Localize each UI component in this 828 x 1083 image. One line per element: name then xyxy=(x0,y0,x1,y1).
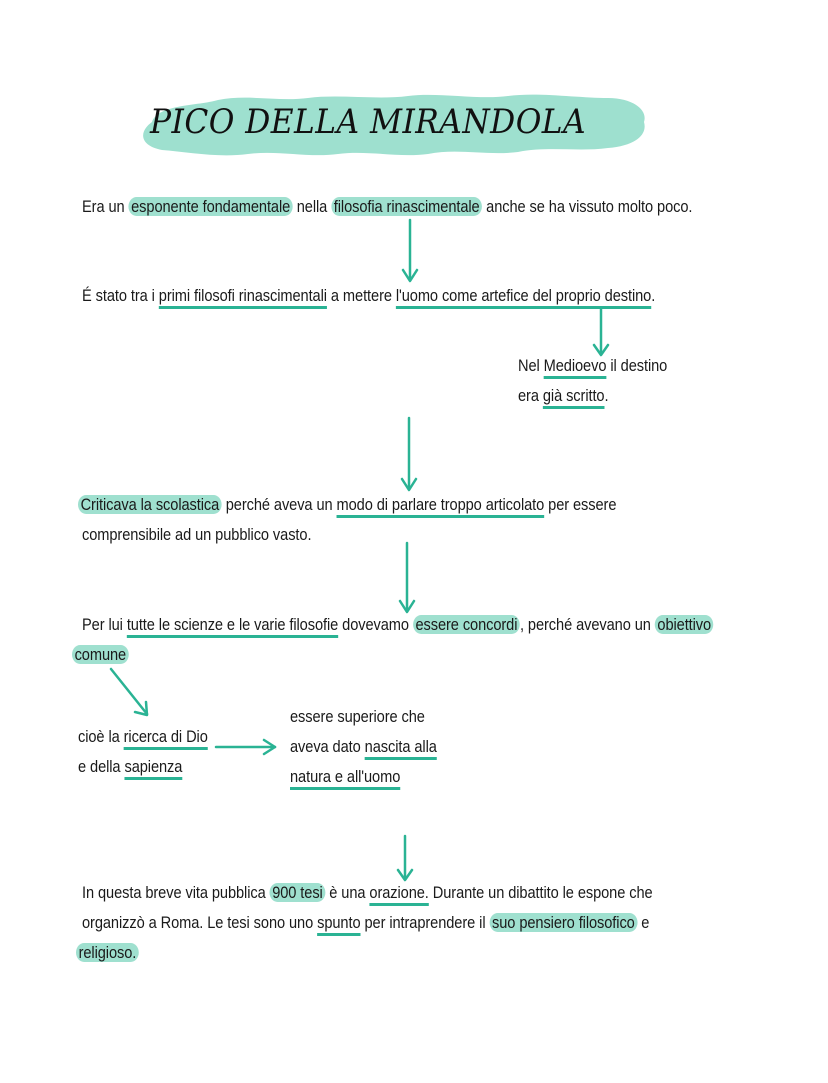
highlighted-text: 900 tesi xyxy=(270,883,326,902)
text-line xyxy=(518,356,667,376)
text: nella xyxy=(292,197,332,216)
text: dovevamo xyxy=(338,615,413,634)
underlined-text: già scritto xyxy=(542,386,605,405)
highlighted-text: suo pensiero filosofico xyxy=(489,913,637,932)
text-line xyxy=(76,943,139,963)
text: Era un xyxy=(82,197,129,216)
text-line xyxy=(290,737,437,757)
text: . xyxy=(604,386,609,405)
text: Per lui xyxy=(82,615,127,634)
underlined-text: primi filosofi rinascimentali xyxy=(158,286,327,305)
underlined-text: nascita alla xyxy=(364,737,437,756)
text-line: essere superiore che xyxy=(290,707,425,726)
arrow-diagonal-icon xyxy=(111,669,147,715)
highlighted-text: filosofia rinascimentale xyxy=(331,197,482,216)
highlighted-text: essere concordi xyxy=(413,615,520,634)
text: . xyxy=(651,286,656,305)
text-line xyxy=(72,645,129,665)
arrow-down-icon xyxy=(403,220,417,281)
text-line xyxy=(290,767,400,787)
text-line xyxy=(82,615,714,635)
text: il destino xyxy=(606,356,668,375)
arrow-down-icon xyxy=(398,836,412,880)
underlined-text: tutte le scienze e le varie filosofie xyxy=(126,615,339,634)
text: aveva dato xyxy=(290,737,365,756)
text-line: comprensibile ad un pubblico vasto. xyxy=(82,525,312,544)
text: è una xyxy=(325,883,370,902)
text: per essere xyxy=(544,495,617,514)
text: , perché avevano un xyxy=(519,615,655,634)
text: per intraprendere il xyxy=(360,913,490,932)
page-title: PICO DELLA MIRANDOLA xyxy=(150,102,587,142)
text: e della xyxy=(78,757,125,776)
text: anche se ha vissuto molto poco. xyxy=(482,197,693,216)
arrow-down-icon xyxy=(402,418,416,490)
underlined-text: natura e all'uomo xyxy=(290,767,401,786)
highlighted-text: obiettivo xyxy=(655,615,714,634)
text-line xyxy=(82,197,692,217)
underlined-text: orazione. xyxy=(369,883,429,902)
text: Durante un dibattito le espone che xyxy=(428,883,653,902)
underlined-text: modo di parlare troppo articolato xyxy=(336,495,545,514)
highlighted-text: religioso. xyxy=(76,943,139,962)
text: cioè la xyxy=(78,727,124,746)
text: era xyxy=(518,386,543,405)
text: Nel xyxy=(518,356,544,375)
text: perché aveva un xyxy=(221,495,337,514)
underlined-text: Medioevo xyxy=(543,356,607,375)
arrow-right-icon xyxy=(216,740,275,754)
text: a mettere xyxy=(326,286,396,305)
text-line xyxy=(78,495,616,515)
text-line xyxy=(82,286,655,306)
highlighted-text: comune xyxy=(72,645,129,664)
text-line xyxy=(78,757,182,777)
text: e xyxy=(637,913,650,932)
underlined-text: spunto xyxy=(317,913,361,932)
text: É stato tra i xyxy=(82,286,159,305)
underlined-text: ricerca di Dio xyxy=(123,727,208,746)
highlighted-text: esponente fondamentale xyxy=(129,197,293,216)
text-line xyxy=(518,386,608,406)
text-line xyxy=(82,883,653,903)
highlighted-text: Criticava la scolastica xyxy=(78,495,222,514)
underlined-text: sapienza xyxy=(124,757,183,776)
text: In questa breve vita pubblica xyxy=(82,883,270,902)
text-line xyxy=(78,727,208,747)
text: organizzò a Roma. Le tesi sono uno xyxy=(82,913,318,932)
underlined-text: l'uomo come artefice del proprio destino xyxy=(395,286,652,305)
text-line xyxy=(82,913,649,933)
arrow-down-icon xyxy=(400,543,414,612)
arrow-down-icon xyxy=(594,309,608,355)
